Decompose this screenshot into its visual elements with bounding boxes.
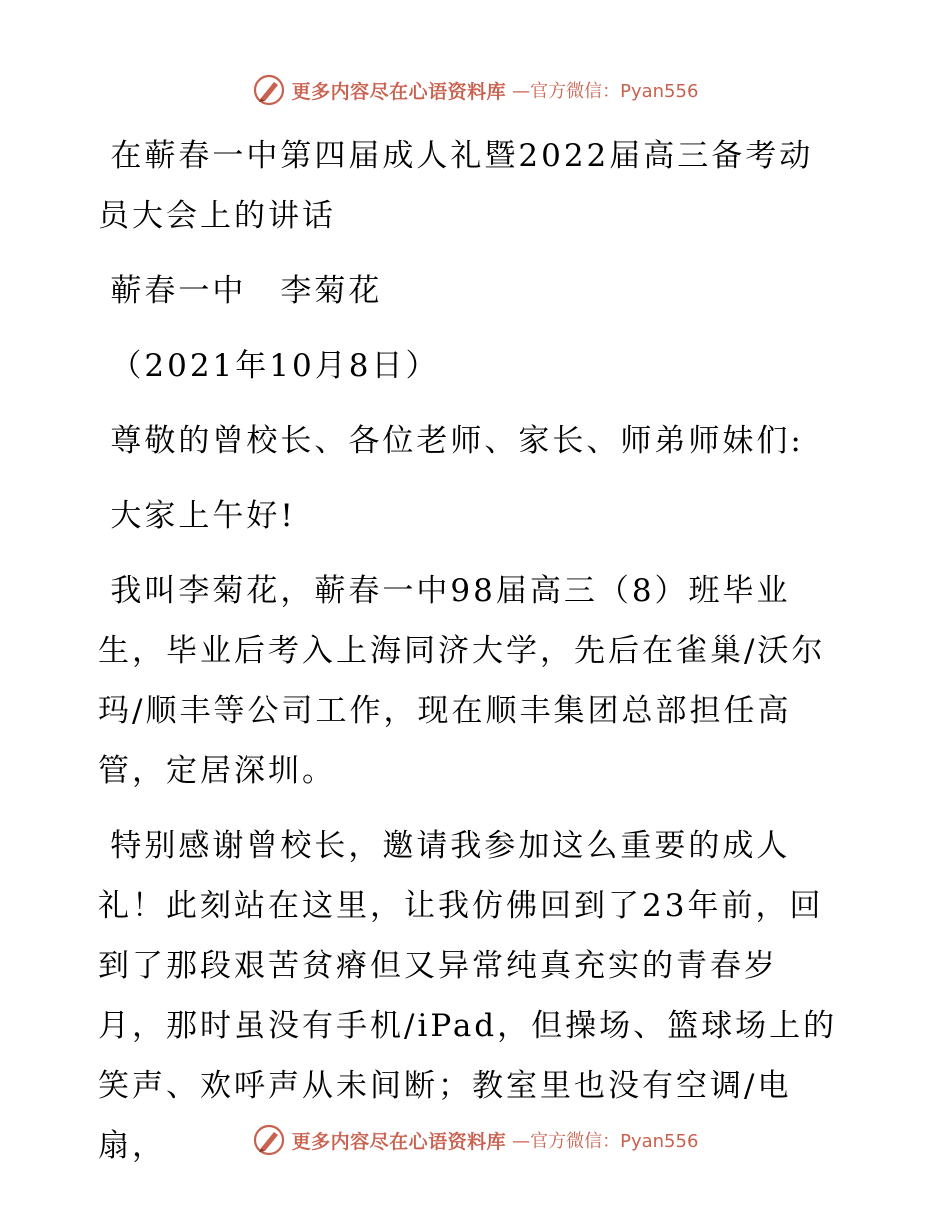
watermark-main-text: 更多内容尽在心语资料库 [291, 80, 507, 103]
document-paragraph: 特别感谢曾校长，邀请我参加这么重要的成人礼！此刻站在这里，让我仿佛回到了23年前，回到了那段艰苦贫瘠但又异常纯真充实的青春岁月，那时虽没有手机/iPad，但操场、篮球场上的笑声、欢呼声从未间断；教室里也没有空调/电扇， [98, 828, 838, 1164]
document-paragraph: 我叫李菊花，蕲春一中98届高三（8）班毕业生，毕业后考入上海同济大学，先后在雀巢/沃尔玛/顺丰等公司工作，现在顺丰集团总部担任高管，定居深圳。 [98, 573, 826, 789]
document-author: 蕲春一中 李菊花 [110, 273, 383, 309]
document-title: 在蕲春一中第四届成人礼暨2022届高三备考动员大会上的讲话 [98, 138, 814, 234]
document-greeting: 大家上午好! [110, 498, 296, 534]
watermark-contact-text: —官方微信：Pyan556 [512, 81, 699, 102]
pen-logo-icon [252, 1123, 286, 1157]
document-salutation: 尊敬的曾校长、各位老师、家长、师弟师妹们: [110, 423, 804, 459]
document-date: （2021年10月8日） [110, 348, 440, 384]
document-body [98, 126, 838, 1191]
footer-watermark [0, 1120, 950, 1160]
watermark-main-text: 更多内容尽在心语资料库 [291, 1130, 507, 1153]
watermark-contact-text: —官方微信：Pyan556 [512, 1131, 699, 1152]
header-watermark [0, 70, 950, 110]
pen-logo-icon [252, 73, 286, 107]
